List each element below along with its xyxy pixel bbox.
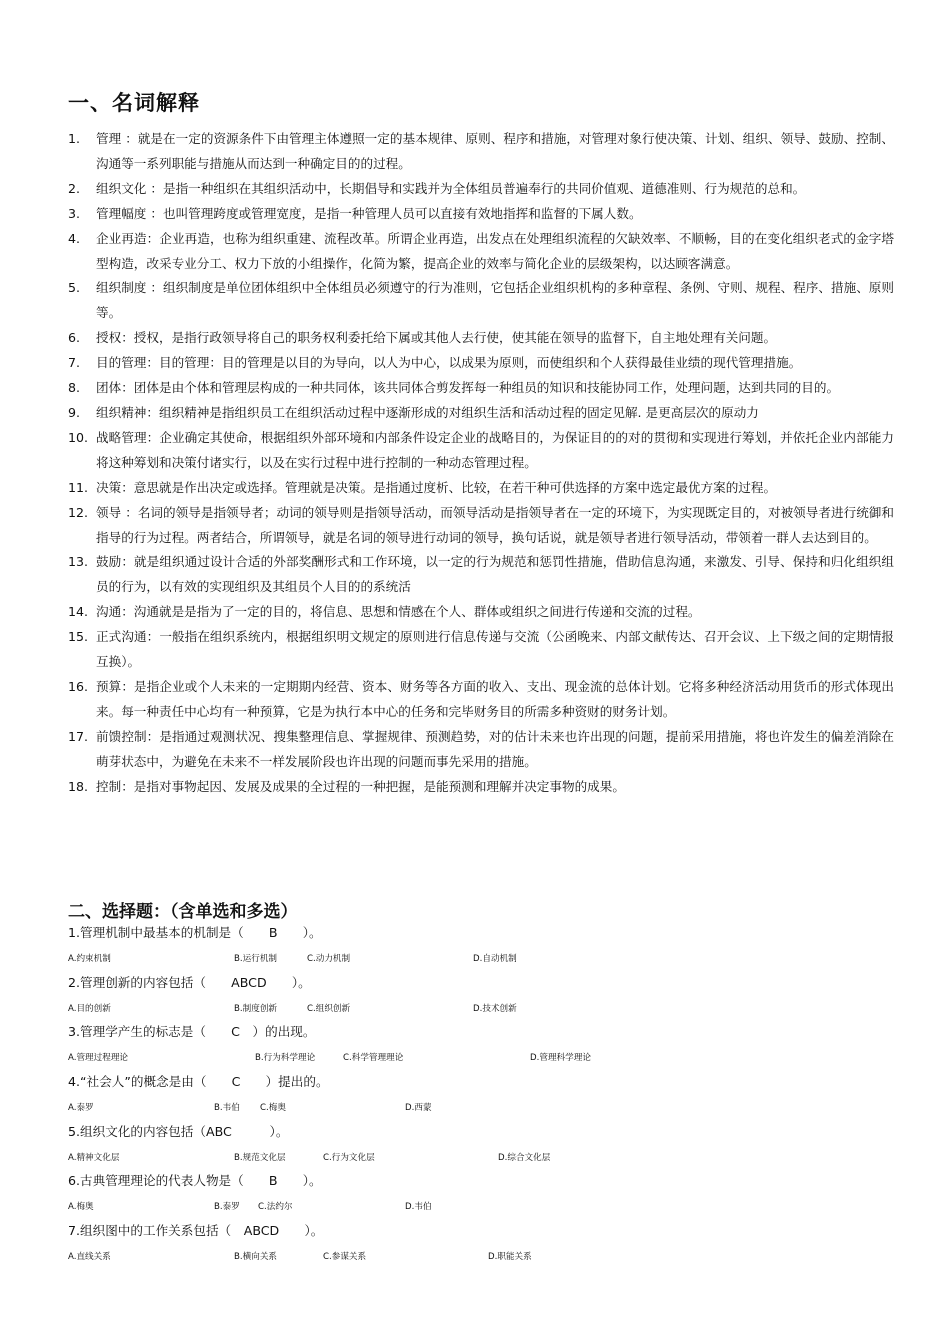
option-b: B.规范文化层 (234, 1152, 286, 1163)
option-d: D.自动机制 (473, 954, 517, 964)
option-d: D.管理科学理论 (530, 1053, 591, 1064)
option-b: B.运行机制 (234, 954, 278, 964)
term-text: 组织制度 ：组织制度是单位团体组织中全体组员必须遵守的行为准则，它包括企业组织机构的多种章程、条例、守则、规程、程序、措施、原则等。 (96, 280, 894, 321)
term-text: 决策：意思就是作出决定或选择。管理就是决策。是指通过度析、比较，在若干种可供选择的方案中选定最优方案的过程。 (96, 479, 777, 495)
term-text: 授权：授权，是指行政领导将自己的职务权利委托给下属或其他人去行使，使其能在领导的监督下，自主地处理有关问题。 (96, 330, 777, 346)
option-c: C.梅奥 (260, 1103, 286, 1114)
term-text: 领导 ：名词的领导是指领导者；动词的领导则是指领导活动，而领导活动是指领导者在一定的环境下，为实现既定目的，对被领导者进行统御和指导的行为过程。两者结合，所谓领导，就是名词的领导进行动词的领导，换句话说，就是领导者进行领导活动，带领着一群人去达到目的。 (96, 504, 894, 545)
question-item (68, 1121, 894, 1171)
term-number: 16. (68, 678, 89, 694)
term-item (68, 675, 894, 725)
question-item (68, 1220, 894, 1270)
section2-heading: 二、选择题：（含单选和多选） (68, 902, 298, 922)
question-text: 3.管理学产生的标志是（ C ）的出现。 (68, 1024, 316, 1040)
term-number: 1. (68, 131, 81, 146)
term-item (68, 376, 894, 401)
term-text: 控制：是指对事物起因、发展及成果的全过程的一种把握，是能预测和理解并决定事物的成果。 (96, 778, 625, 794)
section1-heading: 一、名词解释 (68, 91, 200, 115)
term-text: 企业再造：企业再造，也称为组织重建、流程改革。所谓企业再造，出发点在处理组织流程的欠缺效率、不顺畅，目的在变化组织老式的金字塔型构造，改采专业分工、权力下放的小组操作，化简为繁，提高企业的效率与简化企业的层级架构，以达顾客满意。 (96, 230, 894, 271)
question-item (68, 972, 894, 1022)
option-c: C.动力机制 (307, 954, 351, 964)
question-list (68, 922, 894, 1270)
term-text: 组织文化 ：是指一种组织在其组织活动中，长期倡导和实践并为全体组员普遍奉行的共同价值观、道德准则、行为规范的总和。 (96, 180, 806, 196)
option-a: A.约束机制 (68, 954, 111, 964)
term-item (68, 625, 894, 675)
question-text: 7.组织图中的工作关系包括（ ABCD ）。 (68, 1223, 324, 1239)
term-item (68, 775, 894, 800)
term-number: 2. (68, 180, 81, 196)
term-text: 管理幅度 ：也叫管理跨度或管理宽度，是指一种管理人员可以直接有效地指挥和监督的下属人数。 (96, 205, 642, 221)
question-text: 2.管理创新的内容包括（ ABCD ）。 (68, 974, 311, 990)
option-a: A.梅奥 (68, 1202, 94, 1213)
option-b: B.韦伯 (214, 1103, 240, 1114)
term-item (68, 276, 894, 326)
option-c: C.法约尔 (258, 1202, 293, 1213)
term-item (68, 401, 894, 426)
term-number: 11. (68, 479, 89, 495)
term-number: 15. (68, 629, 89, 645)
term-item (68, 202, 894, 227)
question-text: 6.古典管理理论的代表人物是（ B ）。 (68, 1173, 322, 1189)
option-c: C.参谋关系 (323, 1252, 367, 1263)
term-text: 管理 ：就是在一定的资源条件下由管理主体遵照一定的基本规律、原则、程序和措施，对管理对象行使决策、计划、组织、领导、鼓励、控制、沟通等一系列职能与措施从而达到一种确定目的的过程。 (96, 131, 894, 171)
term-text: 目的管理：目的管理：目的管理是以目的为导向，以人为中心，以成果为原则，而使组织和个人获得最佳业绩的现代管理措施。 (96, 355, 802, 371)
term-number: 17. (68, 728, 89, 744)
term-text: 战略管理：企业确定其使命，根据组织外部环境和内部条件设定企业的战略目的，为保证目的的对的贯彻和实现进行筹划，并依托企业内部能力将这种筹划和决策付诸实行，以及在实行过程中进行控制的一种动态管理过程。 (96, 429, 894, 470)
term-number: 9. (68, 404, 81, 420)
option-a: A.泰罗 (68, 1103, 94, 1114)
option-a: A.管理过程理论 (68, 1053, 129, 1064)
term-item (68, 550, 894, 600)
option-d: D.职能关系 (488, 1252, 532, 1263)
term-text: 预算：是指企业或个人未来的一定期期内经营、资本、财务等各方面的收入、支出、现金流的总体计划。它将多种经济活动用货币的形式体现出来。每一种责任中心均有一种预算，它是为执行本中心的任务和完毕财务目的所需多种资财的财务计划。 (96, 678, 894, 719)
option-d: D.综合文化层 (498, 1152, 551, 1163)
term-text: 正式沟通：一般指在组织系统内，根据组织明文规定的原则进行信息传递与交流（公函晚来、内部文献传达、召开会议、上下级之间的定期情报互换）。 (96, 629, 894, 670)
term-text: 组织精神：组织精神是指组织员工在组织活动过程中逐渐形成的对组织生活和活动过程的固定见解. 是更高层次的原动力 (96, 404, 759, 420)
term-number: 6. (68, 330, 81, 346)
term-text: 团体：团体是由个体和管理层构成的一种共同体，该共同体合剪发挥每一种组员的知识和技能协同工作，处理问题，达到共同的目的。 (96, 380, 840, 396)
question-text: 5.组织文化的内容包括（ABC ）。 (68, 1123, 289, 1139)
term-text: 前馈控制：是指通过观测状况、搜集整理信息、掌握规律、预测趋势，对的估计未来也许出现的问题，提前采用措施，将也许发生的偏差消除在萌芽状态中，为避免在未来不一样发展阶段也许出现的问题而事先采用的措施。 (96, 728, 894, 769)
option-a: A.直线关系 (68, 1252, 111, 1263)
term-item (68, 476, 894, 501)
option-a: A.目的创新 (68, 1003, 111, 1014)
option-d: D.技术创新 (473, 1003, 517, 1014)
question-item (68, 922, 894, 972)
term-number: 8. (68, 380, 81, 396)
term-item (68, 426, 894, 476)
term-number: 13. (68, 554, 89, 570)
term-number: 10. (68, 429, 89, 445)
option-a: A.精神文化层 (68, 1152, 120, 1163)
term-number: 18. (68, 778, 89, 794)
term-number: 7. (68, 355, 81, 371)
term-item (68, 501, 894, 551)
term-item (68, 725, 894, 775)
option-b: B.泰罗 (214, 1202, 240, 1213)
question-item (68, 1071, 894, 1121)
question-item (68, 1170, 894, 1220)
term-item (68, 227, 894, 277)
option-b: B.横向关系 (234, 1252, 278, 1263)
term-item (68, 127, 894, 177)
term-number: 14. (68, 604, 89, 620)
question-item (68, 1021, 894, 1071)
question-text: 1.管理机制中最基本的机制是（ B ）。 (68, 925, 322, 940)
term-text: 沟通：沟通就是是指为了一定的目的，将信息、思想和情感在个人、群体或组织之间进行传递和交流的过程。 (96, 604, 701, 620)
option-d: D.韦伯 (405, 1202, 432, 1213)
term-item (68, 600, 894, 625)
term-item (68, 177, 894, 202)
term-item (68, 351, 894, 376)
option-c: C.科学管理理论 (343, 1053, 404, 1064)
option-c: C.组织创新 (307, 1003, 351, 1014)
option-b: B.制度创新 (234, 1003, 278, 1014)
term-number: 12. (68, 504, 89, 520)
term-number: 4. (68, 230, 81, 246)
term-number: 5. (68, 280, 81, 296)
question-text: 4.“社会人”的概念是由（ C ）提出的。 (68, 1074, 329, 1090)
option-d: D.西蒙 (405, 1103, 432, 1114)
term-item (68, 326, 894, 351)
option-c: C.行为文化层 (323, 1152, 375, 1163)
term-text: 鼓励：就是组织通过设计合适的外部奖酬形式和工作环境，以一定的行为规范和惩罚性措施，借助信息沟通，来激发、引导、保持和归化组织组员的行为，以有效的实现组织及其组员个人目的的系统活 (96, 554, 894, 595)
term-definition-list (68, 127, 894, 799)
term-number: 3. (68, 205, 81, 221)
option-b: B.行为科学理论 (255, 1053, 316, 1064)
